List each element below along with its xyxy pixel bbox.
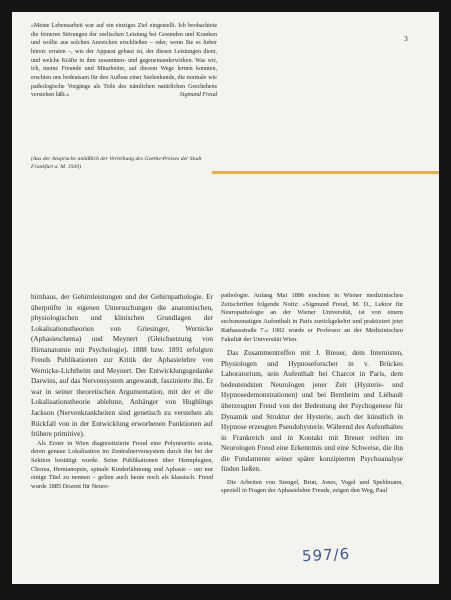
left-paragraph-1: hirnbaus, der Gehirnleistungen und der Gehirnpathologie. Er überprüfte in eigenen Untersuchungen die anatomischen, physiologischen und klinischen Grundlagen der Lokalisationstheorien von Griesinger, Wernicke (Aphasieschema) und Meynert (Gleichsetzung von Hirnanatomie mit Psychologie). 1888 bzw. 1891 erfolgten Freuds Publikationen zur Kritik der Aphasielehre von Wernicke-Lichtheim und Meynert. Der Entwicklungsgedanke Darwins, auf das Nervensystem angewandt, faszinierte ihn. Er war in seiner theoretischen Argumentation, mit der er die Lokalisationstheorie ablehnte, Anhänger von Hughlings Jackson (Nervenkrankheiten sind genetisch zu verstehen als Rückfall von in der Entwicklung erworbenen Funktionen auf frühere primitive). (31, 293, 213, 439)
handwritten-archive-number: 597/6 (301, 544, 351, 566)
freud-quote (31, 22, 217, 100)
right-column (221, 292, 403, 496)
page-number: 3 (404, 34, 408, 43)
quote-source: (Aus der Ansprache anläßlich der Verleihung des Goethe-Preises der Stadt Frankfurt a. M. 1930) (31, 156, 202, 171)
document-page (12, 12, 439, 584)
quote-text: »Meine Lebensarbeit war auf ein einziges Ziel eingestellt. Ich beobachtete die feineren Störungen der seelischen Leistung bei Gesunden und Kranken und wollte aus solchen Anzeichen erschließen – oder, wenn Sie es lieber hören: erraten –, wie der Apparat gebaut ist, der diesen Leistungen dient, und welche Kräfte in ihm zusammen- und gegeneinanderwirken. Was wir, ich, meine Freunde und Mitarbeiter, auf diesem Wege lernen konnten, erschien uns bedeutsam für den Aufbau einer Seelenkunde, die normale wie pathologische Vorgänge als Teile des nämlichen natürlichen Geschehens verstehen läßt.« (31, 23, 217, 99)
right-paragraph-1: pathologie. Anfang Mai 1886 erschien in Wiener medizinischen Zeitschriften folgende Notiz: »Sigmund Freud, M. D., Lektor für Neuropathologie an der Wiener Universität, ist von einem sechsmonatigen Aufenthalt in Paris zurückgekehrt und praktiziert jetzt Rathausstraße 7.« 1902 wurde er Professor an der Medizinischen Fakultät der Universität Wien. (221, 292, 403, 343)
left-paragraph-2: Als Erster in Wien diagnostizierte Freud eine Polyneuritis acuta, deren genaue Lokalisation im Zentralnervensystem durch ihn bei der Sektion bestätigt wurde. Seine Publikationen über Hemiplegien, Chorea, Hemianopsie, spinale Kinderlähmung und Aphasie – um nur einige Titel zu nennen – gelten auch heute noch als klassisch. Freud wurde 1885 Dozent für Neuro- (31, 439, 213, 491)
right-paragraph-2: Das Zusammentreffen mit J. Breuer, dem Internisten, Physiologen und Hypnoseforscher in v. Brückes Laboratorium, sein Aufenthalt bei Charcot in Paris, dem bedeutendsten Neurologen jener Zeit (Hysterie- und Hypnosedemonstrationen) und bei Bernheim und Liébault überzeugten Freud von der Bedeutung der Psychogenese für Dynamik und Struktur der Hysterie, auch der künstlich in Hypnose erzeugten Pseudohysterie. Während des Aufenthaltes in Frankreich und in Kontakt mit Breuer reiften im Neurologen Freud eine Erkenntnis und eine Schweise, die ihn die Fundamente seiner später konzipierten Psychoanalyse finden ließen. (221, 349, 403, 474)
left-column (31, 292, 213, 492)
quote-signature: Sigmund Freud (179, 92, 217, 99)
accent-rule (212, 171, 439, 174)
right-paragraph-3: Die Arbeiten von Stengel, Brun, Jones, Vogel und Spehlmann, speziell in Fragen der Aphasielehre Freuds, zeigen den Weg, Paul (221, 478, 403, 495)
